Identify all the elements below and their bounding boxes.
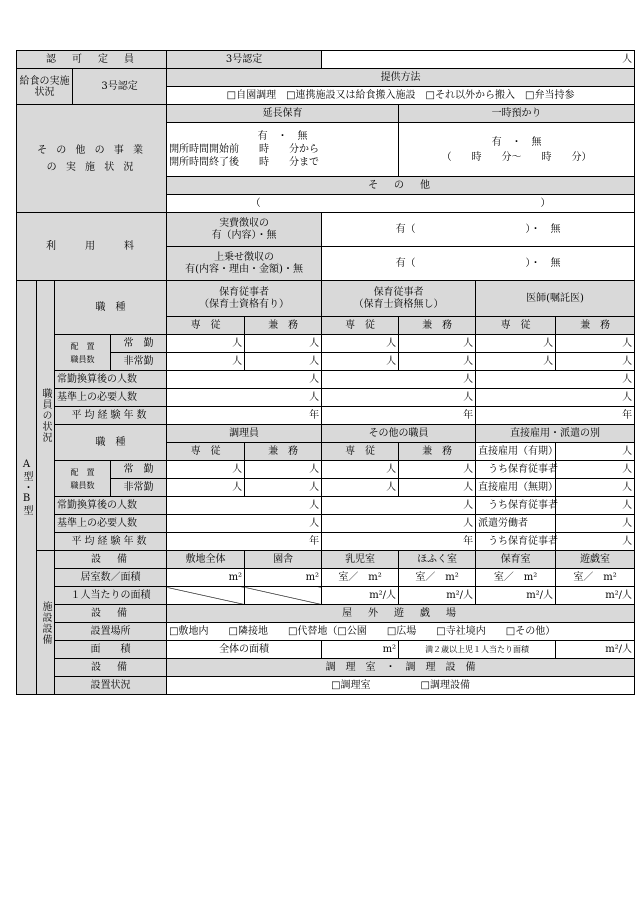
count-cell[interactable]: 人 (476, 389, 635, 407)
col-concurrent: 兼 務 (245, 317, 322, 335)
staff-col-unlicensed: 保育従事者 （保育士資格無し） (322, 281, 476, 317)
count-cell[interactable]: 人 (399, 353, 476, 371)
per-child-area-label: 満２歳以上児１人当たり面積 (399, 641, 556, 659)
col-fulltime: 専 従 (322, 317, 399, 335)
count-cell[interactable]: 人 (167, 497, 322, 515)
capacity-sub: 3号認定 (167, 51, 322, 69)
area-label: 面 積 (55, 641, 167, 659)
count-cell[interactable]: 人 (322, 389, 476, 407)
fulltime-label: 常 勤 (111, 461, 167, 479)
fee-actual-label: 実費徴収の 有（内容）・無 (167, 213, 322, 247)
meal-method-options[interactable]: □自園調理 □連携施設又は給食搬入施設 □それ以外から搬入 □弁当持参 (167, 87, 635, 105)
count-cell[interactable]: 人 (476, 353, 556, 371)
count-cell[interactable]: 人 (167, 461, 245, 479)
years-cell[interactable]: 年 (476, 407, 635, 425)
col-concurrent: 兼 務 (556, 317, 635, 335)
years-cell[interactable]: 年 (167, 407, 322, 425)
years-cell[interactable]: 年 (322, 533, 476, 551)
direct-permanent-label: 直接雇用（無期） (476, 479, 556, 497)
extended-care-detail[interactable]: 有 ・ 無 開所時間開始前 時 分から 開所時間終了後 時 分まで (167, 123, 399, 177)
count-cell[interactable]: 人 (167, 353, 245, 371)
fee-actual-value[interactable]: 有（ ）・ 無 (322, 213, 635, 247)
count-cell[interactable]: 人 (556, 533, 635, 551)
avg-experience-label: 平均経験年数 (55, 533, 167, 551)
count-cell[interactable]: 人 (322, 353, 399, 371)
count-cell[interactable]: 人 (556, 515, 635, 533)
meal-method-header: 提供方法 (167, 69, 635, 87)
count-cell[interactable]: 人 (167, 515, 322, 533)
col-nursery-room: 保育室 (476, 551, 556, 569)
other-value[interactable]: （ ） (167, 195, 635, 213)
per-child-area-cell[interactable]: m²/人 (556, 641, 635, 659)
location-options[interactable]: □敷地内 □隣接地 □代替地（□公園 □広場 □寺社境内 □その他） (167, 623, 635, 641)
count-cell[interactable]: 人 (167, 389, 322, 407)
capacity-value[interactable]: 人 (322, 51, 635, 69)
job-type-label: 職 種 (55, 281, 167, 335)
count-cell[interactable]: 人 (245, 353, 322, 371)
count-cell[interactable]: 人 (556, 443, 635, 461)
fee-extra-label: 上乗せ徴収の 有(内容・理由・金額)・無 (167, 247, 322, 281)
kitchen-header: 調 理 室 ・ 調 理 設 備 (167, 659, 635, 677)
equipment-label: 設 備 (55, 605, 167, 623)
room-area-cell[interactable]: 室／ m² (399, 569, 476, 587)
per-capita-cell[interactable]: m²/人 (476, 587, 556, 605)
form-sheet (16, 50, 633, 695)
count-cell[interactable]: 人 (167, 479, 245, 497)
required-label: 基準上の必要人数 (55, 515, 167, 533)
col-building: 園舎 (245, 551, 322, 569)
col-concurrent: 兼 務 (399, 443, 476, 461)
outdoor-play-header: 屋 外 遊 戯 場 (167, 605, 635, 623)
fte-label: 常勤換算後の人数 (55, 497, 167, 515)
facility-label: 施設設備 (37, 551, 55, 695)
total-area-cell[interactable]: m² (322, 641, 399, 659)
of-which-childcare-label: うち保育従事者 (476, 533, 556, 551)
count-cell[interactable]: 人 (322, 479, 399, 497)
capacity-label: 認 可 定 員 (17, 51, 167, 69)
per-capita-cell[interactable]: m²/人 (322, 587, 399, 605)
room-area-cell[interactable]: 室／ m² (476, 569, 556, 587)
staff-col-employment: 直接雇用・派遣の別 (476, 425, 635, 443)
extended-care-header: 延長保育 (167, 105, 399, 123)
per-capita-cell[interactable]: m²/人 (399, 587, 476, 605)
staff-col-licensed: 保育従事者 （保育士資格有り） (167, 281, 322, 317)
count-cell[interactable]: 人 (322, 497, 476, 515)
staff-col-other: その他の職員 (322, 425, 476, 443)
parttime-label: 非常勤 (111, 353, 167, 371)
col-fulltime: 専 従 (167, 443, 245, 461)
count-cell[interactable]: 人 (556, 479, 635, 497)
installation-label: 設置状況 (55, 677, 167, 695)
assigned-staff-label: 配 置 職員数 (55, 335, 111, 371)
room-area-cell[interactable]: 室／ m² (556, 569, 635, 587)
equipment-label: 設 備 (55, 659, 167, 677)
other-header: そ の 他 (167, 177, 635, 195)
of-which-childcare-label: うち保育従事者 (476, 497, 556, 515)
years-cell[interactable]: 年 (167, 533, 322, 551)
total-area-label: 全体の面積 (167, 641, 322, 659)
count-cell[interactable]: 人 (556, 353, 635, 371)
col-fulltime: 専 従 (167, 317, 245, 335)
per-capita-cell[interactable]: m²/人 (556, 587, 635, 605)
col-site: 敷地全体 (167, 551, 245, 569)
count-cell[interactable]: 人 (245, 335, 322, 353)
parttime-label: 非常勤 (111, 479, 167, 497)
kitchen-options[interactable]: □調理室 □調理設備 (167, 677, 635, 695)
assigned-staff-label: 配 置 職員数 (55, 461, 111, 497)
meal-sub: 3号認定 (73, 69, 167, 105)
capacity-row (17, 51, 635, 69)
count-cell[interactable]: 人 (322, 371, 476, 389)
diagonal-cell (245, 587, 322, 605)
meal-label: 給食の実施状況 (17, 69, 73, 105)
count-cell[interactable]: 人 (556, 335, 635, 353)
dispatch-worker-label: 派遣労働者 (476, 515, 556, 533)
other-services-label: そ の 他 の 事 業 の 実 施 状 況 (17, 105, 167, 213)
of-which-childcare-label: うち保育従事者 (476, 461, 556, 479)
count-cell[interactable]: 人 (399, 335, 476, 353)
location-label: 設置場所 (55, 623, 167, 641)
diagonal-cell (167, 587, 245, 605)
room-area-cell[interactable]: 室／ m² (322, 569, 399, 587)
type-ab-label: A型・B型 (17, 281, 37, 695)
count-cell[interactable]: 人 (556, 461, 635, 479)
direct-fixed-label: 直接雇用（有期） (476, 443, 556, 461)
required-label: 基準上の必要人数 (55, 389, 167, 407)
count-cell[interactable]: 人 (399, 479, 476, 497)
staff-col-cook: 調理員 (167, 425, 322, 443)
per-capita-label: １人当たりの面積 (55, 587, 167, 605)
staff-status-label: 職員の状況 (37, 281, 55, 551)
count-cell[interactable]: 人 (322, 461, 399, 479)
col-fulltime: 専 従 (476, 317, 556, 335)
count-cell[interactable]: 人 (476, 335, 556, 353)
count-cell[interactable]: 人 (322, 335, 399, 353)
temporary-care-header: 一時預かり (399, 105, 635, 123)
equipment-label: 設 備 (55, 551, 167, 569)
temporary-care-detail[interactable]: 有 ・ 無 （ 時 分〜 時 分） (399, 123, 635, 177)
avg-experience-label: 平均経験年数 (55, 407, 167, 425)
count-cell[interactable]: 人 (245, 479, 322, 497)
fte-label: 常勤換算後の人数 (55, 371, 167, 389)
area-cell[interactable]: m² (167, 569, 245, 587)
count-cell[interactable]: 人 (167, 335, 245, 353)
facility-form-table (16, 50, 635, 695)
count-cell[interactable]: 人 (399, 461, 476, 479)
col-fulltime: 専 従 (322, 443, 399, 461)
fee-label: 利 用 料 (17, 213, 167, 281)
years-cell[interactable]: 年 (322, 407, 476, 425)
count-cell[interactable]: 人 (556, 497, 635, 515)
col-infant-room: 乳児室 (322, 551, 399, 569)
job-type-label: 職 種 (55, 425, 167, 461)
area-cell[interactable]: m² (245, 569, 322, 587)
staff-col-doctor: 医師(嘱託医) (476, 281, 635, 317)
count-cell[interactable]: 人 (476, 371, 635, 389)
col-concurrent: 兼 務 (399, 317, 476, 335)
rooms-area-label: 居室数／面積 (55, 569, 167, 587)
count-cell[interactable]: 人 (322, 515, 476, 533)
count-cell[interactable]: 人 (167, 371, 322, 389)
col-play-room: 遊戯室 (556, 551, 635, 569)
fulltime-label: 常 勤 (111, 335, 167, 353)
fee-extra-value[interactable]: 有（ ）・ 無 (322, 247, 635, 281)
col-concurrent: 兼 務 (245, 443, 322, 461)
col-crawling-room: ほふく室 (399, 551, 476, 569)
count-cell[interactable]: 人 (245, 461, 322, 479)
